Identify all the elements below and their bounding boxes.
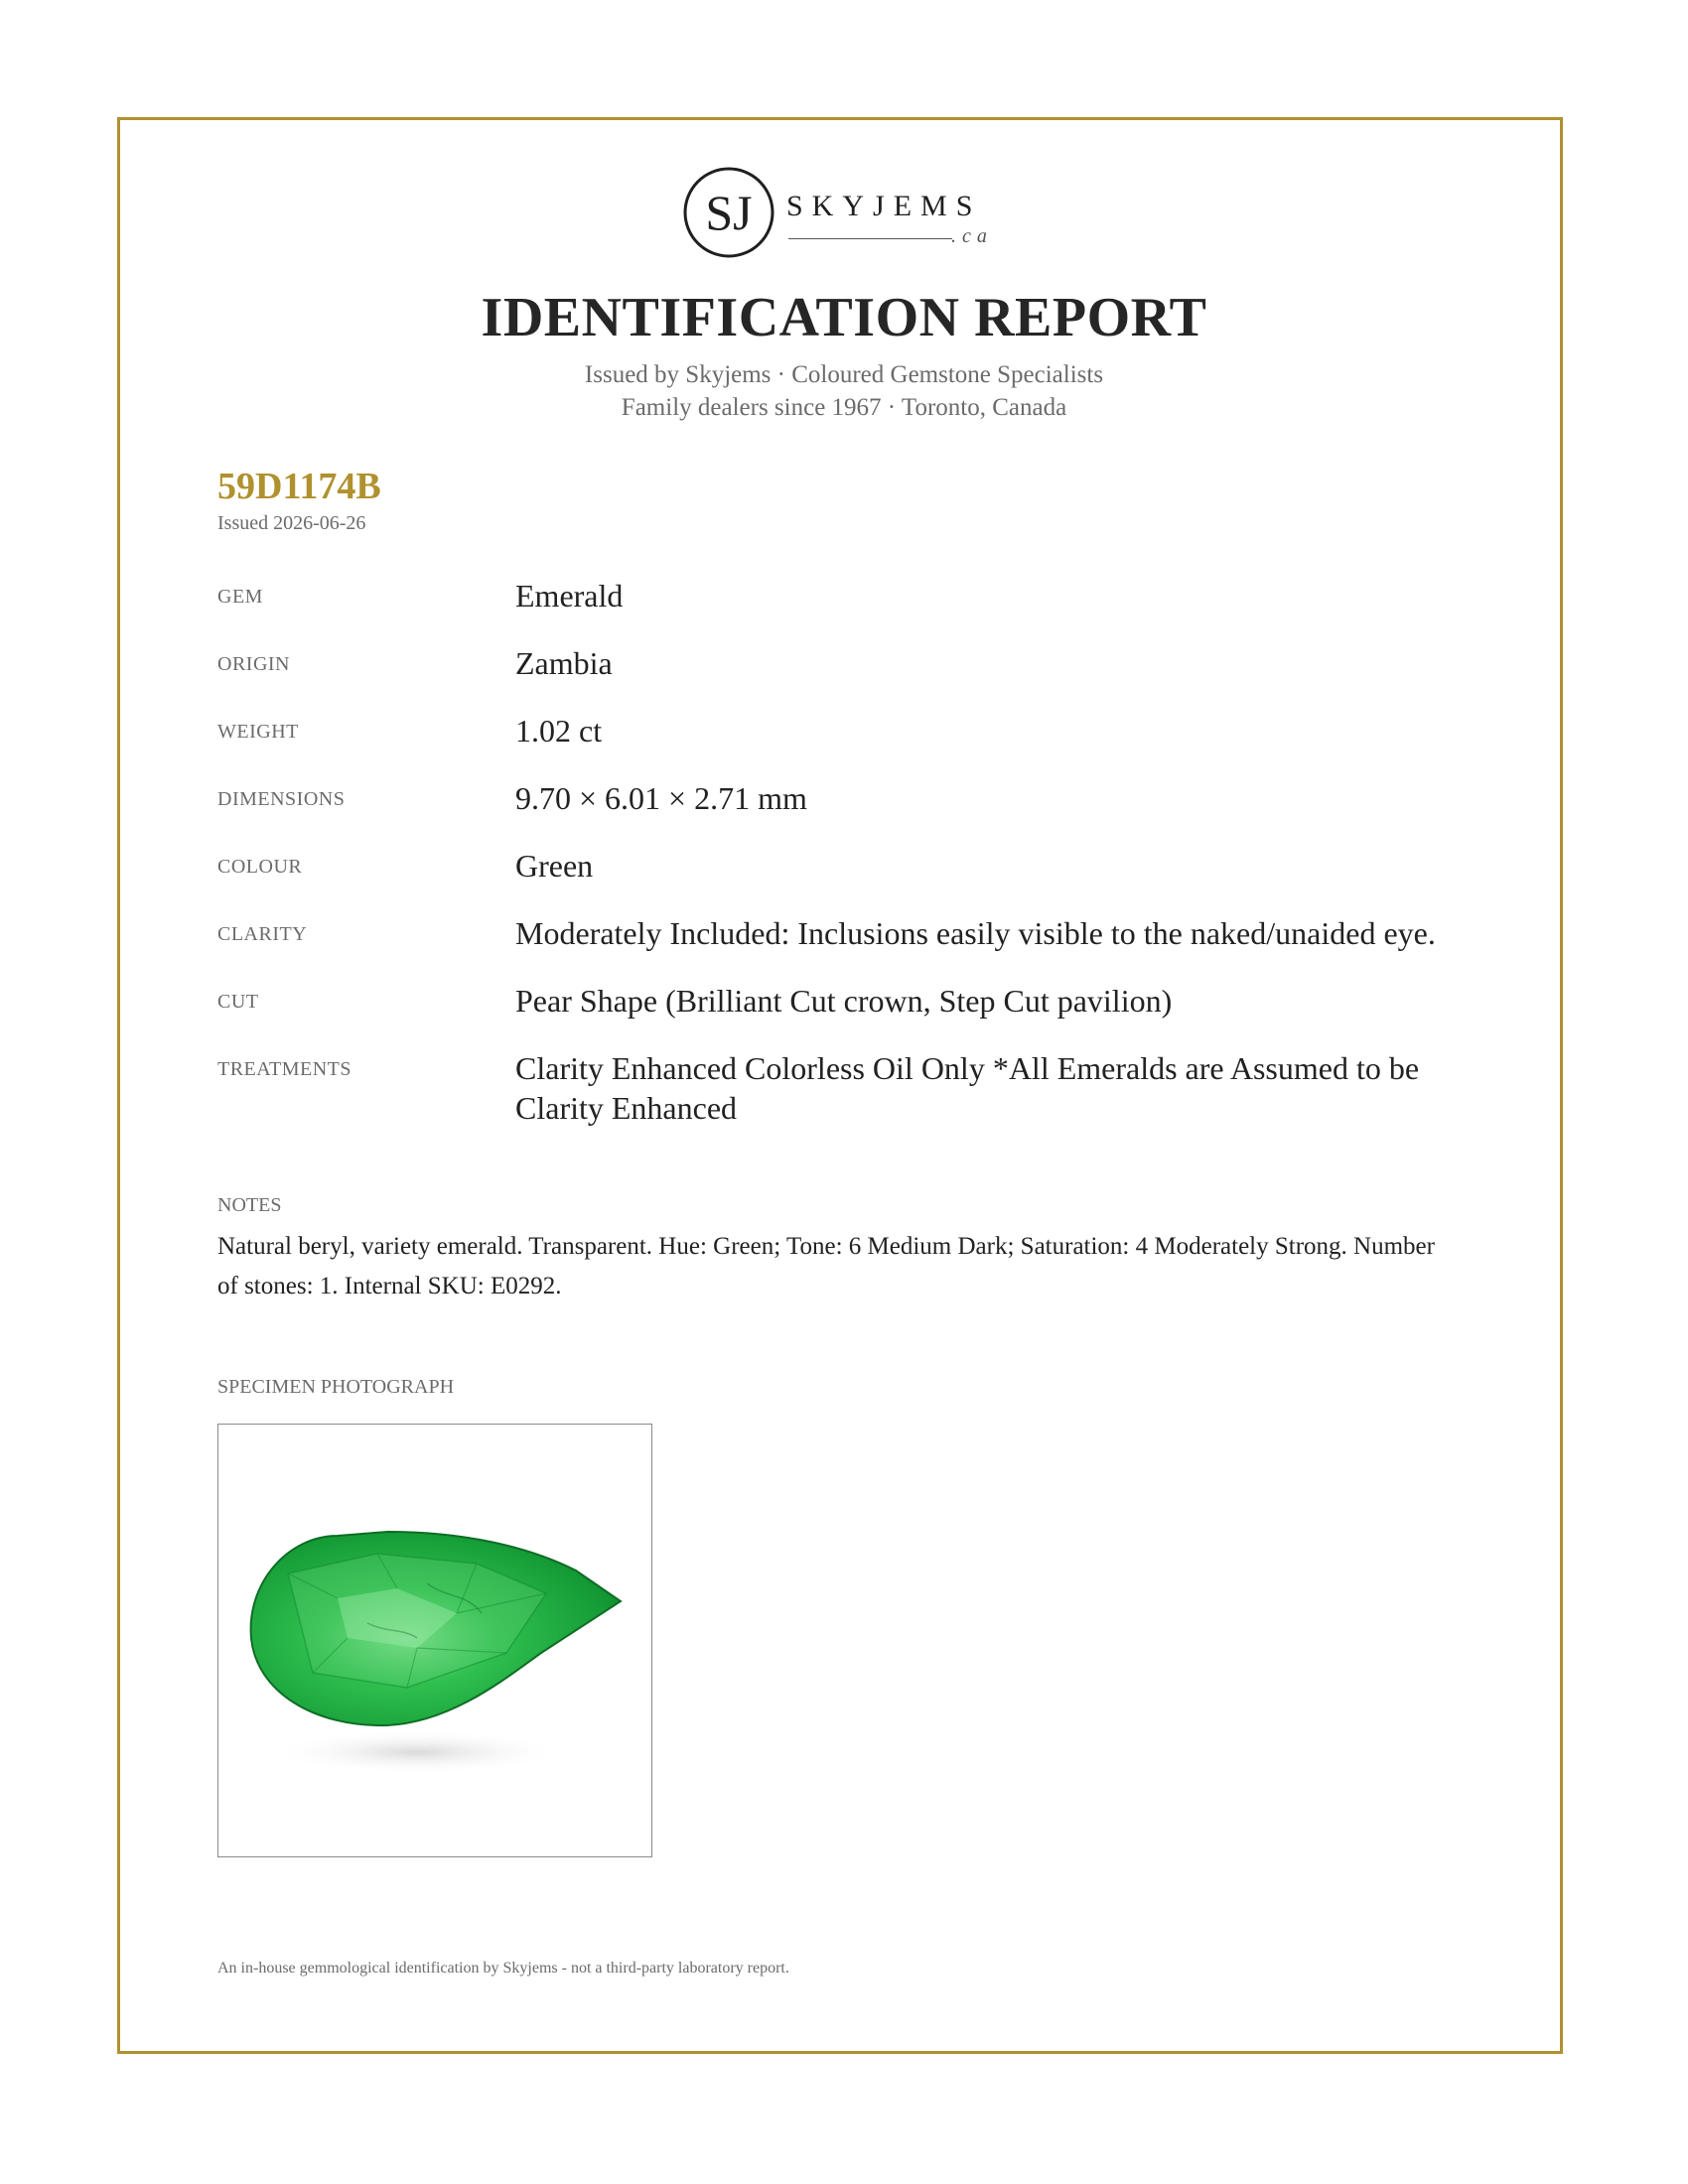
field-label: COLOUR <box>217 856 303 878</box>
dealer-line: Family dealers since 1967 · Toronto, Canada <box>621 394 1067 421</box>
field-value: 9.70 × 6.01 × 2.71 mm <box>515 780 807 816</box>
field-label: GEM <box>217 586 263 608</box>
field-label: TREATMENTS <box>217 1058 352 1080</box>
brand-tld: .ca <box>951 225 993 247</box>
disclaimer: An in-house gemmological identification by Skyjems - not a third-party laboratory report. <box>217 1960 789 1977</box>
field-value: Clarity Enhanced Colorless Oil Only *All Emeralds are Assumed to be Clarity Enhanced <box>515 1050 1420 1126</box>
brand-name: SKYJEMS <box>786 190 982 222</box>
field-label: DIMENSIONS <box>217 788 346 810</box>
report-number: 59D1174B <box>217 466 381 507</box>
issue-date: Issued 2026-06-26 <box>217 512 366 534</box>
field-value: Emerald <box>515 578 624 614</box>
notes-text: Natural beryl, variety emerald. Transparent. Hue: Green; Tone: 6 Medium Dark; Saturation: 4 Moderately Strong. Number of stones: 1. Internal SKU: E0292. <box>217 1233 1435 1299</box>
field-label: WEIGHT <box>217 721 299 743</box>
field-value: Moderately Included: Inclusions easily visible to the naked/unaided eye. <box>515 915 1436 951</box>
field-value: Pear Shape (Brilliant Cut crown, Step Cut pavilion) <box>515 983 1173 1019</box>
field-value: Zambia <box>515 645 613 681</box>
notes-heading: NOTES <box>217 1194 282 1216</box>
sj-monogram-icon <box>681 164 780 263</box>
skyjems-logo <box>681 164 1009 263</box>
field-label: CLARITY <box>217 923 308 945</box>
field-label: ORIGIN <box>217 653 290 675</box>
specimen-photo <box>217 1424 652 1857</box>
photo-heading: SPECIMEN PHOTOGRAPH <box>217 1376 455 1398</box>
field-value: 1.02 ct <box>515 713 603 749</box>
field-label: CUT <box>217 991 259 1013</box>
field-value: Green <box>515 848 594 884</box>
monogram-text: SJ <box>705 185 753 240</box>
pear-emerald-image <box>218 1425 652 1857</box>
issuer-line: Issued by Skyjems · Coloured Gemstone Specialists <box>584 361 1104 388</box>
brand-underline <box>788 238 952 239</box>
report-title: IDENTIFICATION REPORT <box>481 287 1207 348</box>
